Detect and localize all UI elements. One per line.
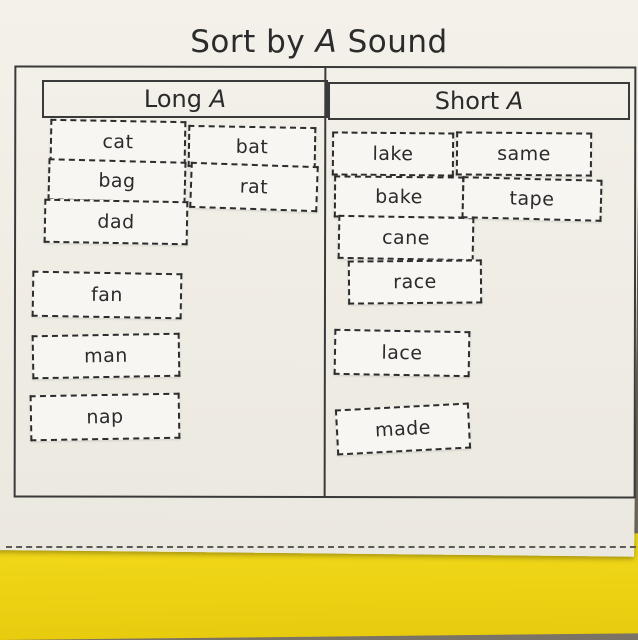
- word-card-man[interactable]: man: [32, 333, 181, 380]
- word-card-bake[interactable]: bake: [334, 175, 464, 218]
- word-card-dad[interactable]: dad: [44, 199, 189, 246]
- column-header-long: Long A: [42, 80, 328, 118]
- word-card-lace[interactable]: lace: [334, 329, 471, 377]
- column-header-short: Short A: [328, 82, 630, 120]
- cut-line: [6, 546, 638, 548]
- word-card-tape[interactable]: tape: [461, 176, 602, 222]
- word-card-rat[interactable]: rat: [189, 162, 319, 212]
- word-card-same[interactable]: same: [456, 131, 592, 176]
- word-card-cane[interactable]: cane: [338, 215, 475, 261]
- word-card-bat[interactable]: bat: [188, 125, 317, 169]
- word-card-lake[interactable]: lake: [332, 131, 454, 176]
- word-card-bag[interactable]: bag: [47, 158, 186, 204]
- word-card-cat[interactable]: cat: [50, 119, 187, 165]
- word-card-race[interactable]: race: [348, 259, 482, 304]
- page-title: Sort by A Sound: [190, 24, 448, 60]
- word-card-made[interactable]: made: [335, 403, 471, 456]
- column-divider: [324, 68, 327, 496]
- word-card-fan[interactable]: fan: [32, 271, 183, 320]
- word-card-nap[interactable]: nap: [30, 393, 181, 442]
